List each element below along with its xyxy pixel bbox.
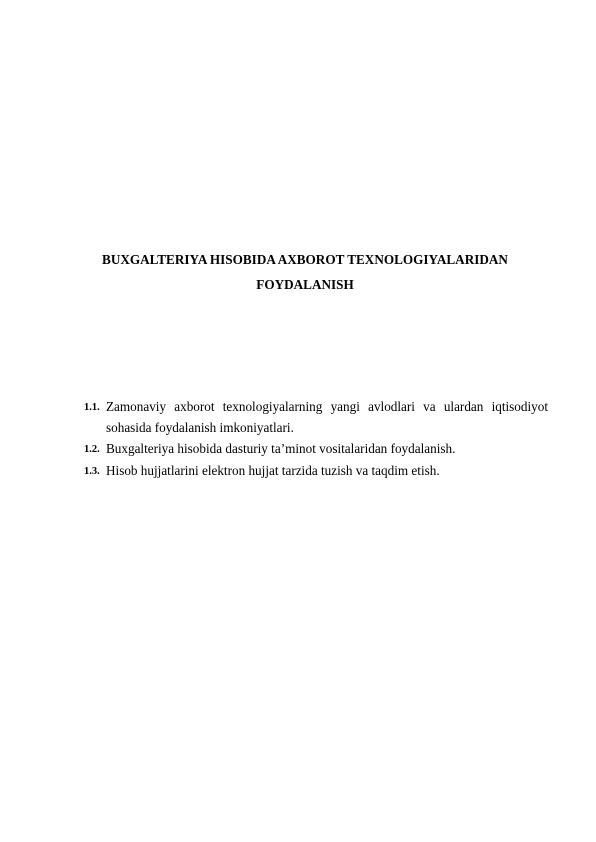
item-text-line-2: sohasida foydalanish imkoniyatlari. [106, 420, 294, 435]
contents-item-1-2 [84, 438, 548, 460]
item-number: 1.2. [84, 444, 100, 455]
page-title [60, 247, 550, 297]
item-number: 1.3. [84, 466, 100, 477]
contents-list [84, 396, 548, 482]
item-text [106, 396, 548, 438]
item-text: Hisob hujjatlarini elektron hujjat tarzida tuzish va taqdim etish. [106, 463, 440, 478]
item-text: Buxgalteriya hisobida dasturiy ta’minot vositalaridan foydalanish. [106, 441, 456, 456]
page-title-line-1: BUXGALTERIYA HISOBIDA AXBOROT TEXNOLOGIYALARIDAN [102, 252, 508, 267]
page-title-line-2: FOYDALANISH [256, 277, 354, 292]
contents-item-1-3 [84, 460, 548, 482]
item-text-line-1: Zamonaviy axborot texnologiyalarning yangi avlodlari va ulardan iqtisodiyot [106, 399, 548, 414]
item-number: 1.1. [84, 402, 100, 413]
contents-item-1-1 [84, 396, 548, 438]
